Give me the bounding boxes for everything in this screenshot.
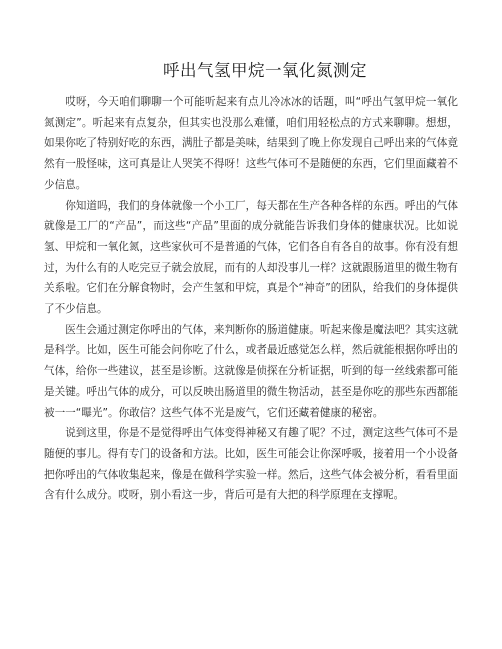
paragraph-2: 你知道吗，我们的身体就像一个小工厂，每天都在生产各种各样的东西。呼出的气体就像是工厂的“产品”，而这些“产品”里面的成分就能告诉我们身体的健康状况。比如说氢、甲烷和一氧化氮，这些家伙可不是普通的气体，它们各自有各自的故事。你有没有想过，为什么有的人吃完豆子就会放屁，而有的人却没事儿一样？这就跟肠道里的微生物有关系啦。它们在分解食物时，会产生氢和甲烷，真是个“神奇”的团队，给我们的身体提供了不少信息。 xyxy=(44,199,458,316)
paragraph-3: 医生会通过测定你呼出的气体，来判断你的肠道健康。听起来像是魔法吧？其实这就是科学。比如，医生可能会问你吃了什么，或者最近感觉怎么样，然后就能根据你呼出的气体，给你一些建议，甚至是诊断。这就像是侦探在分析证据，听到的每一丝线索都可能是关键。呼出气体的成分，可以反映出肠道里的微生物活动，甚至是你吃的那些东西都能被一一“曝光”。你敢信？这些气体不光是废气，它们还藏着健康的秘密。 xyxy=(44,323,458,419)
paragraph-1: 哎呀，今天咱们聊聊一个可能听起来有点儿冷冰冰的话题，叫“呼出气氢甲烷一氧化氮测定”。听起来有点复杂，但其实也没那么难懂，咱们用轻松点的方式来聊聊。想想，如果你吃了特别好吃的东西，满肚子都是美味，结果到了晚上你发现自己呼出来的气体竟然有一股怪味，这可真是让人哭笑不得呀！这些气体可不是随便的东西，它们里面藏着不少信息。 xyxy=(44,96,458,191)
paragraph-4: 说到这里，你是不是觉得呼出气体变得神秘又有趣了呢？不过，测定这些气体可不是随便的事儿。得有专门的设备和方法。比如，医生可能会让你深呼吸，接着用一个小设备把你呼出的气体收集起来，像是在做科学实验一样。然后，这些气体会被分析，看看里面含有什么成分。哎呀，别小看这一步，背后可是有大把的科学原理在支撑呢。 xyxy=(44,427,458,502)
document-title: 呼出气氢甲烷一氧化氮测定 xyxy=(163,61,367,80)
document-body xyxy=(44,92,458,506)
